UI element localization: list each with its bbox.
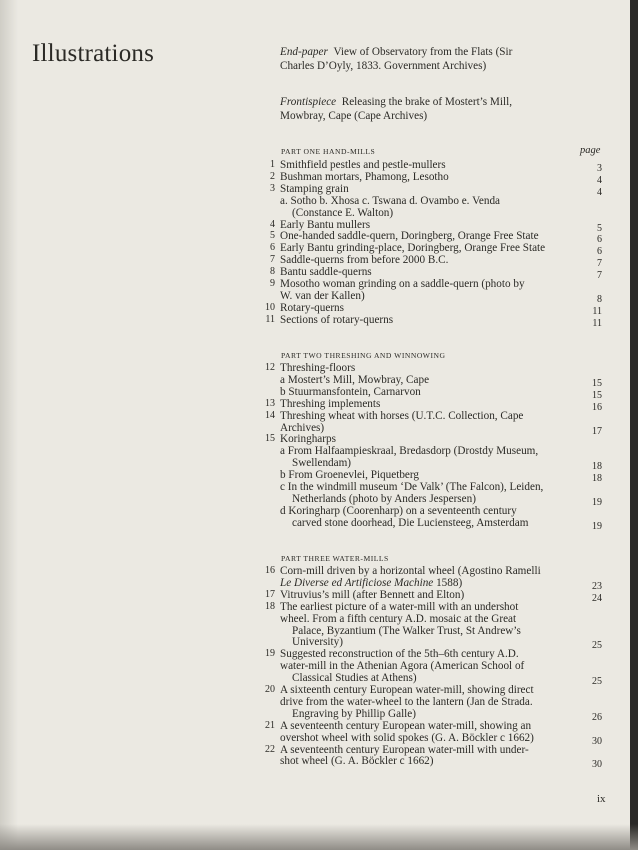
frontispiece-label: Frontispiece	[280, 96, 337, 108]
item-caption: The earliest picture of a water-mill with an undershot	[280, 600, 519, 613]
page-number: 25	[592, 676, 602, 688]
item-caption: Threshing implements	[280, 397, 381, 410]
item-caption: Swellendam)	[292, 457, 352, 470]
item-caption: (Constance E. Walton)	[292, 206, 394, 219]
page-number: 25	[592, 640, 602, 652]
item-caption: Bushman mortars, Phamong, Lesotho	[280, 170, 449, 183]
item-number: 16	[265, 565, 275, 576]
page-number: 18	[592, 461, 602, 473]
page-number: 19	[592, 496, 602, 508]
frontispiece-text-line: Mowbray, Cape (Cape Archives)	[280, 109, 428, 122]
page-edge	[630, 0, 638, 850]
item-caption: Mosotho woman grinding on a saddle-quern (photo by	[280, 278, 525, 290]
page-number: 5	[597, 222, 602, 234]
item-caption: drive from the water-wheel to the lantern (Jan de Strada.	[280, 695, 533, 708]
end-paper-text-line: View of Observatory from the Flats (Sir	[333, 46, 513, 58]
item-caption: One-handed saddle-quern, Doringberg, Orange Free State	[280, 230, 539, 243]
page-column-header: page	[580, 145, 601, 156]
item-number: 9	[270, 278, 275, 289]
item-caption: b From Groenevlei, Piquetberg	[280, 469, 419, 482]
item-caption: A seventeenth century European water-mill, showing an	[280, 719, 532, 732]
item-caption: Smithfield pestles and pestle-mullers	[280, 159, 446, 171]
item-number: 5	[270, 230, 275, 242]
page-number: 16	[592, 401, 602, 413]
page-number: 30	[592, 759, 602, 771]
page-bottom-shadow	[0, 824, 638, 850]
item-caption: a. Sotho b. Xhosa c. Tswana d. Ovambo e. Venda	[280, 194, 501, 207]
page-title: Illustrations	[32, 40, 155, 67]
item-number: 19	[265, 648, 275, 660]
item-number: 10	[265, 301, 275, 313]
item-number: 17	[265, 588, 275, 600]
page-number: 6	[597, 234, 602, 246]
end-paper-label: End-paper	[280, 46, 328, 58]
item-caption: Saddle-querns from before 2000 B.C.	[280, 254, 449, 267]
item-caption: Sections of rotary-querns	[280, 313, 394, 326]
item-number: 15	[265, 433, 275, 445]
page-number: 30	[592, 735, 602, 747]
part-heading: PART THREE WATER-MILLS	[281, 554, 389, 563]
item-caption: c In the windmill museum ‘De Valk’ (The Falcon), Leiden,	[280, 481, 544, 493]
page-number: 19	[592, 520, 602, 532]
item-caption: shot wheel (G. A. Böckler c 1662)	[280, 755, 434, 768]
item-caption: Engraving by Phillip Galle)	[292, 707, 416, 720]
item-caption: Early Bantu grinding-place, Doringberg, Orange Free State	[280, 242, 546, 255]
page-number: 26	[592, 711, 602, 723]
item-caption: Stamping grain	[280, 182, 349, 195]
page-number: 17	[592, 425, 602, 437]
item-caption: b Stuurmansfontein, Carnarvon	[280, 385, 421, 398]
item-number: 4	[270, 218, 275, 230]
page-number: 11	[592, 317, 602, 329]
item-number: 1	[270, 159, 275, 170]
item-caption: Threshing-floors	[280, 362, 356, 374]
page-number: 15	[592, 377, 602, 389]
item-caption: overshot wheel with solid spokes (G. A. Böckler c 1662)	[280, 731, 534, 744]
book-title-italic: Le Diverse ed Artificiose Machine	[280, 576, 434, 589]
page-number: 6	[597, 246, 602, 258]
item-caption	[280, 577, 462, 589]
item-number: 12	[265, 362, 275, 373]
frontispiece-text-line: Releasing the brake of Mostert’s Mill,	[341, 96, 512, 108]
page-number: 8	[597, 293, 602, 305]
item-caption: Suggested reconstruction of the 5th–6th century A.D.	[280, 648, 519, 661]
page-number: 3	[597, 163, 602, 174]
page-number: 7	[597, 258, 602, 270]
item-number: 22	[265, 743, 275, 755]
page-number: 11	[592, 305, 602, 317]
page-number: 15	[592, 389, 602, 401]
item-caption: Vitruvius’s mill (after Bennett and Elton)	[280, 588, 465, 601]
page-number: 4	[597, 186, 602, 198]
item-number: 14	[265, 409, 275, 421]
frontispiece-entry	[280, 96, 600, 123]
item-caption: a Mostert’s Mill, Mowbray, Cape	[280, 373, 430, 386]
item-caption: Corn-mill driven by a horizontal wheel (Agostino Ramelli	[280, 565, 541, 577]
item-number: 20	[265, 684, 275, 695]
end-paper-entry	[280, 46, 600, 73]
caption-rest: 1588)	[433, 576, 463, 589]
item-number: 3	[270, 182, 275, 194]
page-number: 18	[592, 473, 602, 485]
item-caption: Palace, Byzantium (The Walker Trust, St Andrew’s	[292, 624, 521, 637]
page-number: 4	[597, 174, 602, 186]
page-number: 7	[597, 270, 602, 282]
page-gutter-shadow	[0, 0, 18, 850]
folio-number: ix	[597, 793, 606, 805]
item-number: 11	[265, 313, 275, 325]
item-number: 7	[270, 254, 275, 266]
item-caption: wheel. From a fifth century A.D. mosaic at the Great	[280, 612, 517, 625]
item-caption: A sixteenth century European water-mill, showing direct	[280, 684, 534, 696]
item-caption: Classical Studies at Athens)	[292, 672, 417, 685]
item-caption: W. van der Kallen)	[280, 289, 365, 302]
item-caption: water-mill in the Athenian Agora (American School of	[280, 660, 525, 673]
item-caption: Koringharps	[280, 433, 336, 446]
item-number: 2	[270, 170, 275, 182]
item-caption: carved stone doorhead, Die Luciensteeg, Amsterdam	[292, 516, 529, 529]
item-number: 21	[265, 719, 275, 731]
item-caption: a From Halfaampieskraal, Bredasdorp (Drostdy Museum,	[280, 445, 539, 458]
item-caption: Rotary-querns	[280, 301, 345, 314]
item-number: 18	[265, 600, 275, 612]
part-heading: PART ONE HAND-MILLS	[281, 147, 376, 156]
item-number: 8	[270, 266, 275, 278]
item-caption: Early Bantu mullers	[280, 218, 371, 231]
page-number: 23	[592, 580, 602, 592]
item-caption: Bantu saddle-querns	[280, 266, 372, 279]
item-caption: Netherlands (photo by Anders Jespersen)	[292, 492, 476, 505]
item-caption: Threshing wheat with horses (U.T.C. Collection, Cape	[280, 409, 524, 422]
item-number: 6	[270, 242, 275, 254]
item-caption: d Koringharp (Coorenharp) on a seventeenth century	[280, 504, 517, 517]
item-caption: Archives)	[280, 421, 325, 434]
item-caption: A seventeenth century European water-mill with under-	[280, 743, 529, 756]
end-paper-text-line: Charles D’Oyly, 1833. Government Archives)	[280, 59, 487, 72]
item-caption: University)	[292, 636, 343, 649]
item-number: 13	[265, 397, 275, 409]
part-heading: PART TWO THRESHING AND WINNOWING	[281, 351, 446, 360]
page-number: 24	[592, 592, 602, 604]
